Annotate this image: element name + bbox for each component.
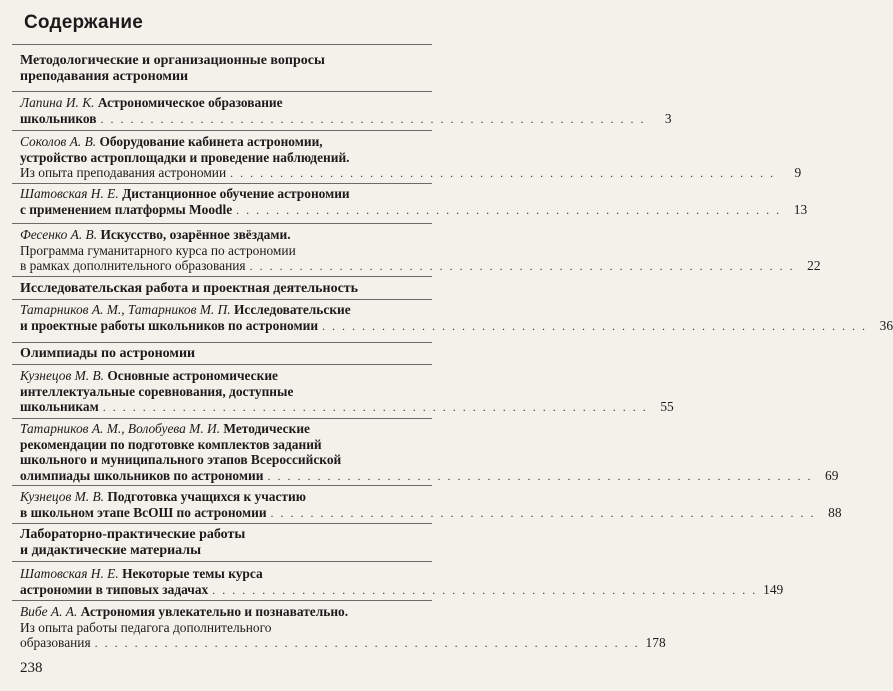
entry-title: Некоторые темы курса <box>122 566 263 581</box>
section-title <box>20 281 430 297</box>
entry-page-number: 22 <box>807 258 821 274</box>
section-title-line: Олимпиады по астрономии <box>20 346 196 361</box>
entry-divider <box>12 600 432 601</box>
entry-author: Лапина И. К. <box>20 95 95 110</box>
section-title-line: Методологические и организационные вопросы <box>20 53 325 68</box>
entry-title: и проектные работы школьников по астрономии <box>20 317 319 333</box>
section-divider <box>12 276 432 277</box>
entry-note: в рамках дополнительного образования <box>20 258 246 274</box>
entry-title: Оборудование кабинета астрономии, <box>99 134 323 149</box>
entry-author: Вибе А. А. <box>20 604 78 619</box>
entry-page-number: 69 <box>825 467 839 483</box>
entry-page-number: 13 <box>793 201 808 217</box>
section-title <box>20 53 430 85</box>
entry-divider <box>12 364 432 365</box>
toc-entry <box>20 227 821 275</box>
leader-dots: . . . . . . . . . . . . . . . . . . . . . . . . . . . . . . . . . . . . . . . . . . . . . . . . . . . . . . . <box>267 468 813 483</box>
entry-title: школьного и муниципального этапов Всероссийской <box>20 452 342 468</box>
entry-page-number: 88 <box>828 504 842 520</box>
entry-author: Шатовская Н. Е. <box>20 186 119 201</box>
section-divider <box>12 342 432 343</box>
section-divider <box>12 44 432 45</box>
entry-page-number: 3 <box>664 110 672 126</box>
leader-dots: . . . . . . . . . . . . . . . . . . . . . . . . . . . . . . . . . . . . . . . . . . . . . . . . . . . . . . . <box>100 111 646 126</box>
entry-divider <box>12 130 432 131</box>
entry-title: Основные астрономические <box>107 368 278 383</box>
entry-author: Соколов А. В. <box>20 134 97 149</box>
entry-title: Астрономическое образование <box>97 95 283 110</box>
entry-author: Фесенко А. В. <box>20 227 98 242</box>
entry-author: Татарников А. М., Татарников М. П. <box>20 302 231 317</box>
entry-divider <box>12 485 432 486</box>
section-divider <box>12 523 432 524</box>
entry-title: астрономии в типовых задачах <box>20 581 209 597</box>
entry-title: Астрономия увлекательно и познавательно. <box>80 604 349 619</box>
entry-author: Татарников А. М., Волобуева М. И. <box>20 421 221 436</box>
entry-author: Кузнецов М. В. <box>20 489 104 504</box>
entry-page-number: 178 <box>645 635 666 651</box>
entry-title: школьников <box>20 110 97 126</box>
entry-page-number: 36 <box>879 317 893 333</box>
entry-title: рекомендации по подготовке комплектов заданий <box>20 436 322 452</box>
entry-divider <box>12 418 432 419</box>
leader-dots: . . . . . . . . . . . . . . . . . . . . . . . . . . . . . . . . . . . . . . . . . . . . . . . . . . . . . . . <box>322 318 868 333</box>
entry-author: Кузнецов М. В. <box>20 368 104 383</box>
leader-dots: . . . . . . . . . . . . . . . . . . . . . . . . . . . . . . . . . . . . . . . . . . . . . . . . . . . . . . . <box>249 259 795 274</box>
page-number: 238 <box>20 660 43 676</box>
toc-entry <box>20 604 666 652</box>
toc-entry <box>20 421 839 484</box>
leader-dots: . . . . . . . . . . . . . . . . . . . . . . . . . . . . . . . . . . . . . . . . . . . . . . . . . . . . . . . <box>236 202 782 217</box>
entry-title: Искусство, озарённое звёздами. <box>100 227 291 242</box>
entry-title: устройство астроплощадки и проведение наблюдений. <box>20 149 350 165</box>
entry-title: Исследовательские <box>233 302 351 317</box>
toc-entry <box>20 489 842 521</box>
entry-divider <box>12 91 432 92</box>
section-title-line: Исследовательская работа и проектная деятельность <box>20 281 359 296</box>
entry-author: Шатовская Н. Е. <box>20 566 119 581</box>
leader-dots: . . . . . . . . . . . . . . . . . . . . . . . . . . . . . . . . . . . . . . . . . . . . . . . . . . . . . . . <box>230 166 776 181</box>
entry-title: Дистанционное обучение астрономии <box>122 186 350 201</box>
section-title <box>20 346 430 362</box>
leader-dots: . . . . . . . . . . . . . . . . . . . . . . . . . . . . . . . . . . . . . . . . . . . . . . . . . . . . . . . <box>270 505 816 520</box>
entry-page-number: 9 <box>794 165 802 181</box>
toc-entry <box>20 302 893 334</box>
section-title-line: Лабораторно-практические работы <box>20 527 246 542</box>
entry-divider <box>12 223 432 224</box>
entry-title: олимпиады школьников по астрономии <box>20 467 264 483</box>
section-title-line: преподавания астрономии <box>20 69 189 84</box>
toc-entry <box>20 566 784 598</box>
entry-divider <box>12 183 432 184</box>
entry-title: в школьном этапе ВсОШ по астрономии <box>20 504 267 520</box>
section-title <box>20 527 430 559</box>
page-title: Содержание <box>24 12 144 33</box>
entry-note: Программа гуманитарного курса по астрономии <box>20 242 296 258</box>
entry-page-number: 55 <box>660 399 674 415</box>
entry-divider <box>12 299 432 300</box>
entry-title: с применением платформы Moodle <box>20 201 233 217</box>
toc-entry <box>20 186 808 218</box>
entry-note: Из опыта работы педагога дополнительного <box>20 619 272 635</box>
leader-dots: . . . . . . . . . . . . . . . . . . . . . . . . . . . . . . . . . . . . . . . . . . . . . . . . . . . . . . . <box>102 400 648 415</box>
entry-divider <box>12 561 432 562</box>
entry-title: интеллектуальные соревнования, доступные <box>20 383 294 399</box>
toc-entry <box>20 134 802 182</box>
toc-entry <box>20 368 674 416</box>
entry-title: Методические <box>223 421 310 436</box>
entry-page-number: 149 <box>763 581 784 597</box>
leader-dots: . . . . . . . . . . . . . . . . . . . . . . . . . . . . . . . . . . . . . . . . . . . . . . . . . . . . . . . <box>94 636 640 651</box>
leader-dots: . . . . . . . . . . . . . . . . . . . . . . . . . . . . . . . . . . . . . . . . . . . . . . . . . . . . . . . <box>212 582 758 597</box>
entry-title: Подготовка учащихся к участию <box>107 489 306 504</box>
entry-note: Из опыта преподавания астрономии <box>20 165 227 181</box>
entry-note: образования <box>20 635 91 651</box>
section-title-line: и дидактические материалы <box>20 543 202 558</box>
entry-title: школьникам <box>20 399 99 415</box>
toc-entry <box>20 95 672 127</box>
